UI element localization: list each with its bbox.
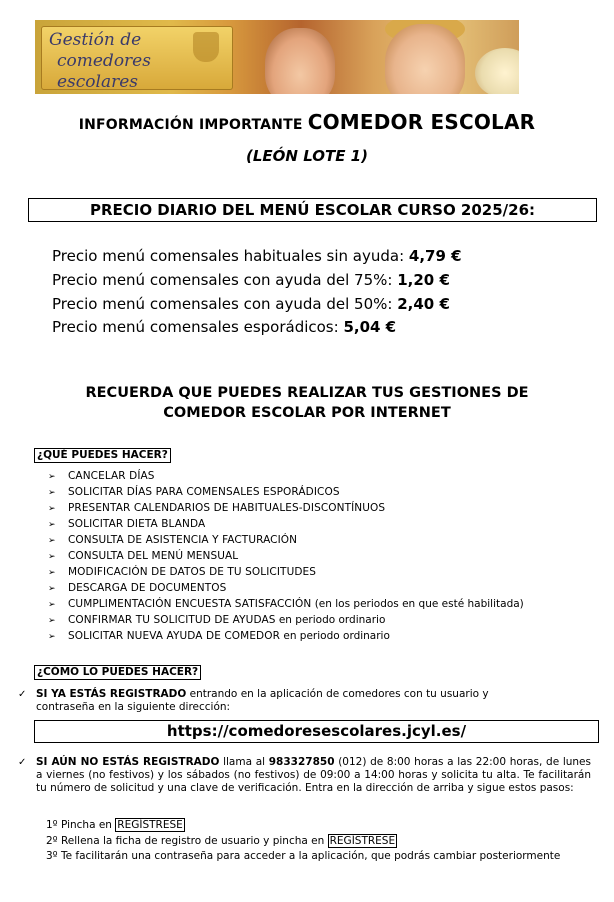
price-label: Precio menú comensales con ayuda del 50%: — [52, 295, 393, 313]
arrow-bullet-icon: ➢ — [48, 600, 56, 610]
page-subtitle: (LEÓN LOTE 1) — [246, 147, 368, 165]
remember-heading — [0, 383, 614, 423]
phone-number: 983327850 — [268, 756, 335, 768]
list-item — [48, 582, 226, 594]
list-item — [48, 566, 316, 578]
register-link[interactable]: REGÍSTRESE — [117, 819, 183, 831]
price-label: Precio menú comensales habituales sin ayuda: — [52, 247, 405, 265]
step-2 — [46, 835, 397, 848]
registered-paragraph — [36, 688, 591, 714]
check-icon: ✓ — [18, 689, 27, 700]
step-1 — [46, 819, 185, 832]
registered-text: entrando en la aplicación de comedores con tu usuario y — [186, 688, 489, 700]
list-item-text: CONFIRMAR TU SOLICITUD DE AYUDAS — [68, 614, 276, 626]
arrow-bullet-icon: ➢ — [48, 632, 56, 642]
check-icon: ✓ — [18, 757, 27, 768]
child-photo-left — [265, 28, 335, 94]
list-item — [48, 518, 205, 530]
price-line — [52, 271, 450, 289]
list-item-note: en periodo ordinario — [275, 614, 386, 626]
how-heading: ¿CÓMO LO PUEDES HACER? — [34, 665, 201, 680]
list-item-text: CANCELAR DÍAS — [68, 470, 155, 482]
list-item — [48, 502, 385, 514]
list-item — [48, 598, 524, 610]
not-registered-text-2: (012) de 8:00 horas a las 22:00 horas, de lunes a viernes (no festivos) y los sábados (no festivos) de 09:00 a 14:00 horas y solicita tu alta. Te facilitarán tu número de solicitud y una clave de verificación. Entra en la dirección de arriba y sigue estos pasos: — [36, 756, 591, 794]
step-1-text: 1º Pincha en — [46, 819, 116, 831]
price-label: Precio menú comensales esporádicos: — [52, 318, 339, 336]
arrow-bullet-icon: ➢ — [48, 584, 56, 594]
list-item — [48, 534, 297, 546]
logo-line-1: Gestión de — [49, 30, 142, 50]
arrow-bullet-icon: ➢ — [48, 504, 56, 514]
list-item-note: en periodo ordinario — [280, 630, 390, 642]
price-line — [52, 318, 396, 336]
not-registered-text-1: llama al — [219, 756, 269, 768]
registered-bold: SI YA ESTÁS REGISTRADO — [36, 688, 187, 700]
header-banner-image — [35, 20, 519, 94]
list-item-text: SOLICITAR NUEVA AYUDA DE COMEDOR — [68, 630, 281, 642]
price-line — [52, 247, 462, 265]
register-link[interactable]: REGÍSTRESE — [329, 835, 396, 847]
price-value: 5,04 € — [343, 318, 397, 336]
arrow-bullet-icon: ➢ — [48, 536, 56, 546]
logo-line-2: comedores escolares — [57, 51, 151, 92]
food-plate-photo — [475, 48, 519, 94]
list-item — [48, 614, 385, 626]
list-item — [48, 470, 155, 482]
arrow-bullet-icon: ➢ — [48, 552, 56, 562]
remember-line-1: RECUERDA QUE PUEDES REALIZAR TUS GESTIONES DE — [85, 385, 529, 401]
price-value: 2,40 € — [397, 295, 450, 313]
arrow-bullet-icon: ➢ — [48, 488, 56, 498]
list-item — [48, 550, 238, 562]
arrow-bullet-icon: ➢ — [48, 616, 56, 626]
price-line — [52, 295, 450, 313]
child-photo-right — [385, 24, 465, 94]
list-item-text: DESCARGA DE DOCUMENTOS — [68, 582, 227, 594]
page-title — [0, 110, 614, 134]
step-3: 3º Te facilitarán una contraseña para acceder a la aplicación, que podrás cambiar posteriormente — [46, 850, 561, 862]
list-item-text: MODIFICACIÓN DE DATOS DE TU SOLICITUDES — [68, 566, 317, 578]
title-main: COMEDOR ESCOLAR — [307, 110, 536, 134]
list-item-text: CUMPLIMENTACIÓN ENCUESTA SATISFACCIÓN — [68, 598, 312, 610]
arrow-bullet-icon: ➢ — [48, 472, 56, 482]
arrow-bullet-icon: ➢ — [48, 568, 56, 578]
not-registered-bold: SI AÚN NO ESTÁS REGISTRADO — [36, 756, 220, 768]
remember-line-2: COMEDOR ESCOLAR POR INTERNET — [163, 405, 451, 421]
list-item-text: CONSULTA DE ASISTENCIA Y FACTURACIÓN — [68, 534, 298, 546]
price-value: 1,20 € — [397, 271, 450, 289]
list-item — [48, 630, 390, 642]
price-label: Precio menú comensales con ayuda del 75%: — [52, 271, 393, 289]
step-2-text: 2º Rellena la ficha de registro de usuario y pincha en — [46, 835, 328, 847]
arrow-bullet-icon: ➢ — [48, 520, 56, 530]
price-value: 4,79 € — [408, 247, 462, 265]
logo-text — [49, 30, 229, 93]
list-item-text: SOLICITAR DIETA BLANDA — [68, 518, 206, 530]
not-registered-paragraph — [36, 756, 591, 795]
list-item-text: SOLICITAR DÍAS PARA COMENSALES ESPORÁDICOS — [68, 486, 340, 498]
what-heading: ¿QUÉ PUEDES HACER? — [34, 448, 171, 463]
how-section — [34, 660, 201, 680]
price-box-title: PRECIO DIARIO DEL MENÚ ESCOLAR CURSO 2025/26: — [28, 198, 597, 222]
what-section — [34, 443, 171, 463]
list-item-text: PRESENTAR CALENDARIOS DE HABITUALES-DISCONTÍNUOS — [68, 502, 386, 514]
list-item-text: CONSULTA DEL MENÚ MENSUAL — [68, 550, 239, 562]
title-prefix: INFORMACIÓN IMPORTANTE — [78, 117, 303, 133]
list-item-note: (en los periodos en que esté habilitada) — [311, 598, 524, 610]
app-url-link[interactable]: https://comedoresescolares.jcyl.es/ — [34, 720, 599, 743]
list-item — [48, 486, 340, 498]
registered-text-2: contraseña en la siguiente dirección: — [36, 701, 231, 713]
